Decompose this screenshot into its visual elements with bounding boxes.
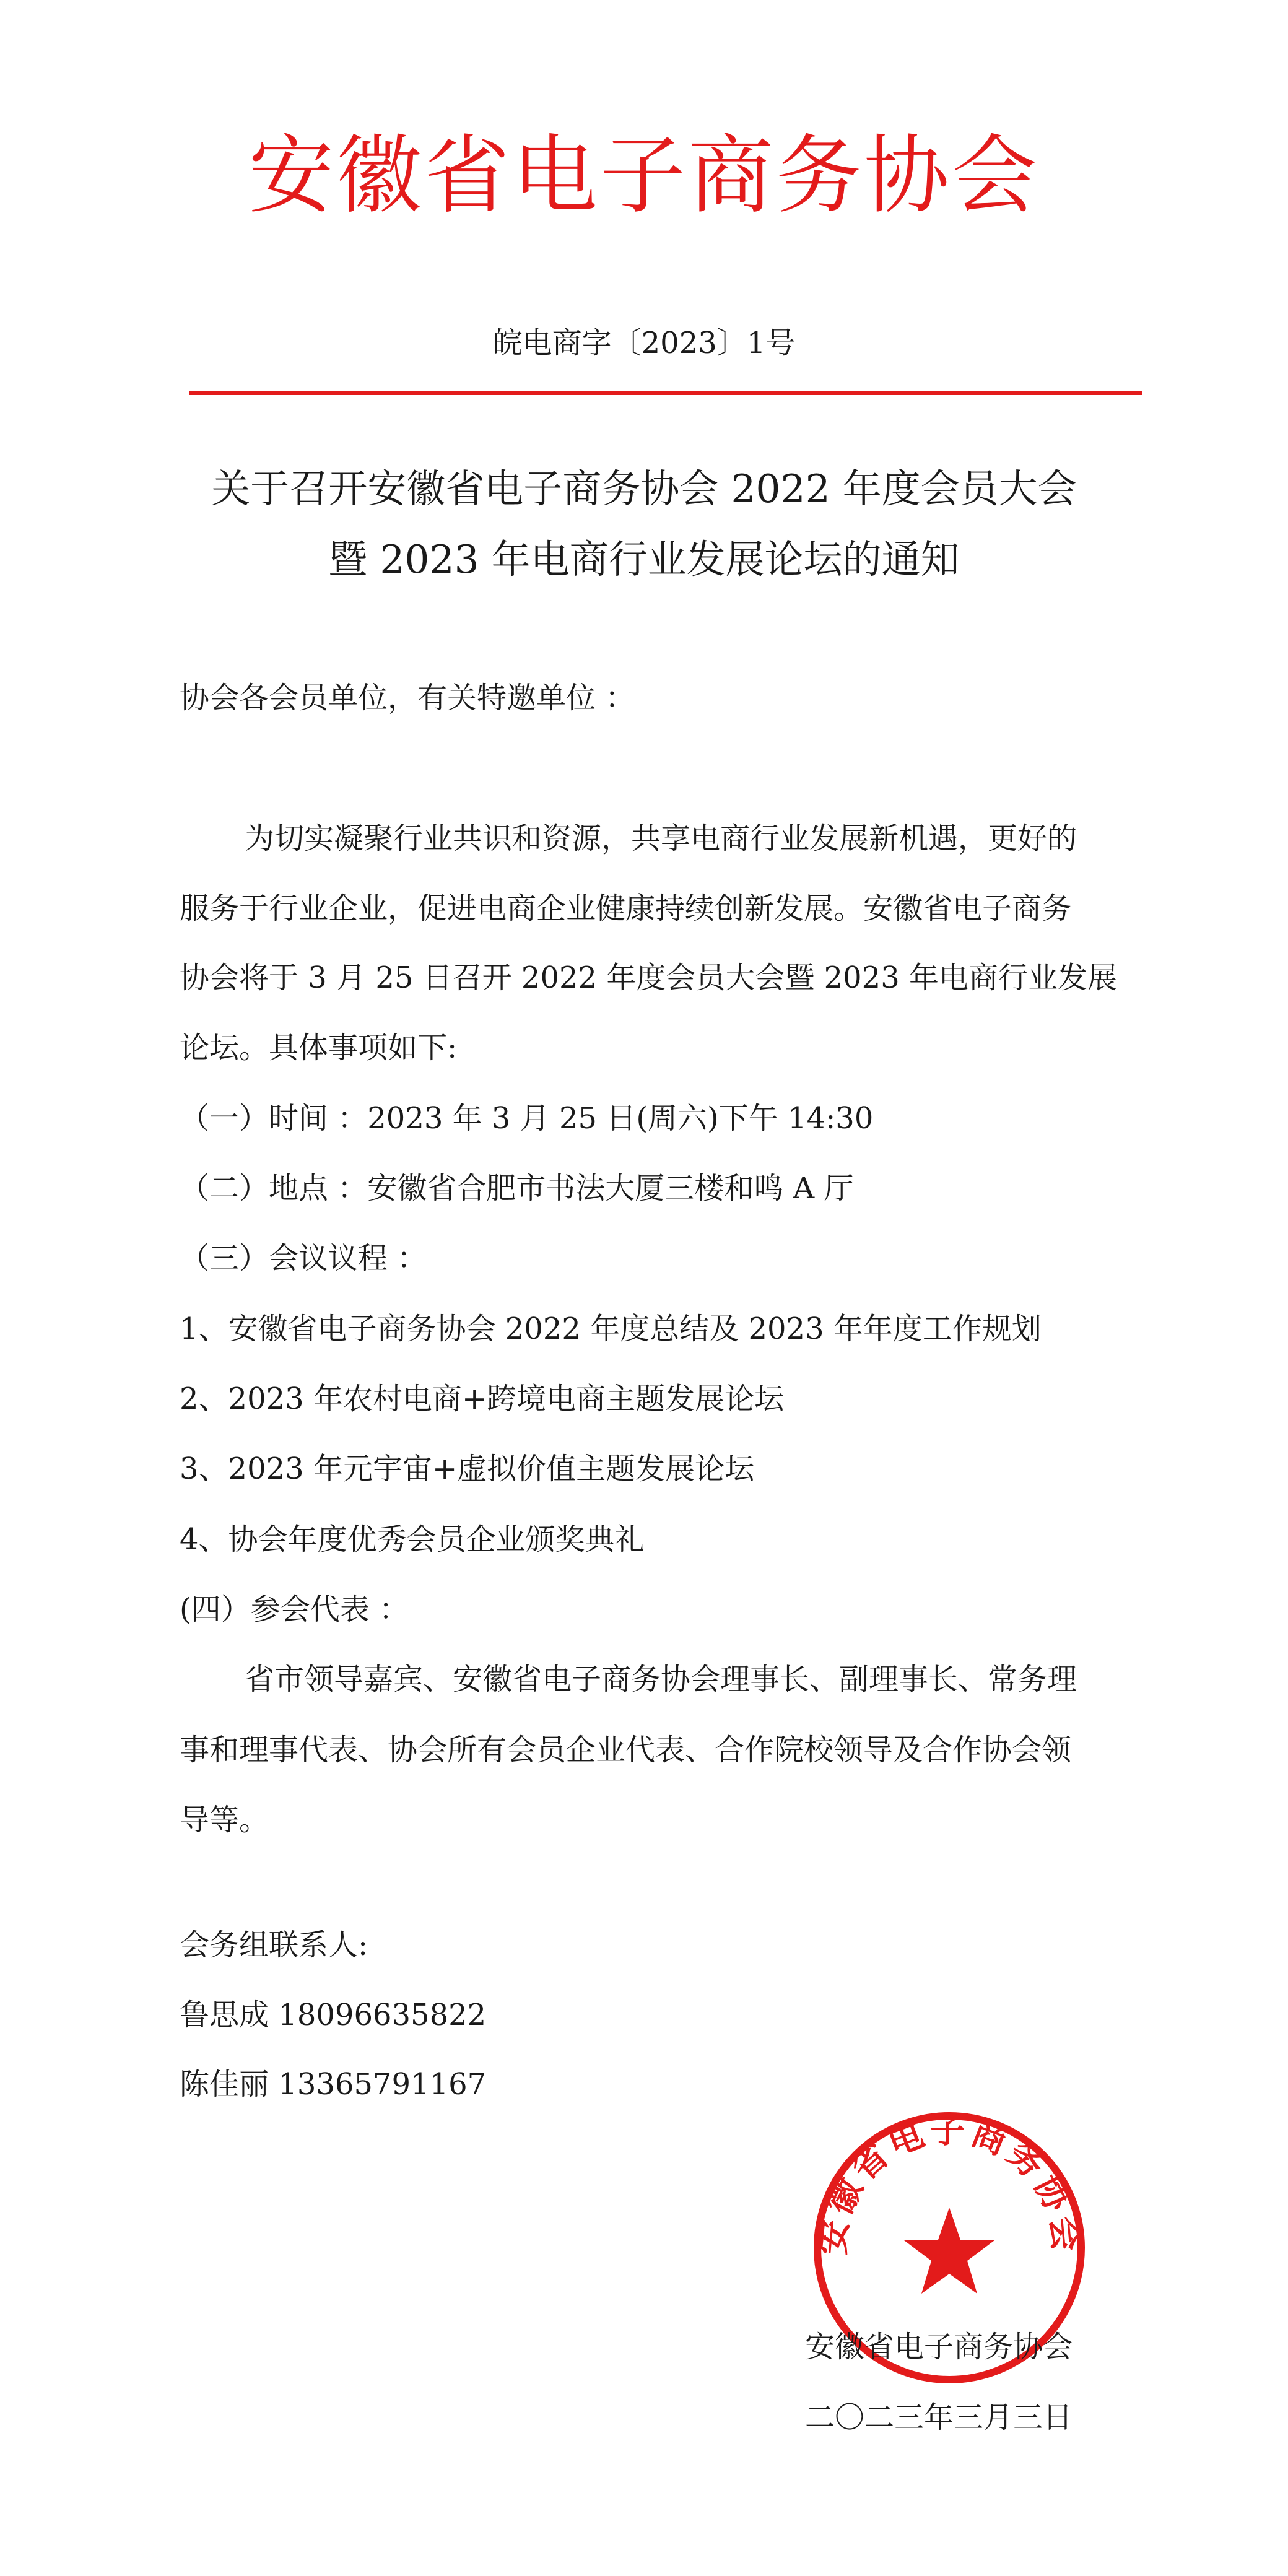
attendees-line-2: 事和理事代表、协会所有会员企业代表、合作院校领导及合作协会领: [180, 1733, 1072, 1767]
contacts-title: 会务组联系人:: [180, 1928, 368, 1962]
seal-text: 安徽省电子商务协会: [812, 2110, 1087, 2257]
contact-person-1: [180, 2000, 486, 2030]
organization-header: 安徽省电子商务协会: [248, 126, 1040, 225]
document-number: 皖电商字〔2023〕1号: [492, 326, 796, 360]
detail-time: （一）时间 ：2023 年 3 月 25 日(周六)下午 14:30: [180, 1101, 874, 1136]
contact-name: 陈佳丽: [180, 2067, 269, 2102]
agenda-item-2: 2、2023 年农村电商+跨境电商主题发展论坛: [180, 1382, 785, 1416]
intro-line-3: 协会将于 3 月 25 日召开 2022 年度会员大会暨 2023 年电商行业发展: [180, 960, 1117, 995]
intro-line-2: 服务于行业企业，促进电商企业健康持续创新发展。安徽省电子商务: [180, 891, 1072, 926]
intro-line-4: 论坛。具体事项如下:: [180, 1030, 458, 1065]
contact-name: 鲁思成: [180, 1998, 269, 2032]
contact-phone: 18096635822: [278, 1998, 487, 2032]
agenda-item-4: 4、协会年度优秀会员企业颁奖典礼: [180, 1522, 645, 1557]
agenda-title: （三）会议议程 ：: [180, 1241, 427, 1276]
signature-organization: 安徽省电子商务协会: [805, 2330, 1073, 2364]
signature-date: 二〇二三年三月三日: [805, 2400, 1073, 2435]
attendees-title: (四）参会代表 ：: [180, 1592, 409, 1627]
agenda-item-1: 1、安徽省电子商务协会 2022 年度总结及 2023 年年度工作规划: [180, 1312, 1042, 1346]
contact-person-2: [180, 2067, 487, 2102]
attendees-line-3: 导等。: [180, 1803, 269, 1837]
contact-phone: 13365791167: [278, 2067, 487, 2102]
salutation: 协会各会员单位，有关特邀单位 ：: [180, 681, 635, 715]
document-title-line-1: 关于召开安徽省电子商务协会 2022 年度会员大会: [211, 466, 1077, 511]
attendees-line-1: 省市领导嘉宾、安徽省电子商务协会理事长、副理事长、常务理: [245, 1662, 1077, 1697]
seal-star-icon: [904, 2208, 994, 2294]
header-divider: [189, 391, 1142, 395]
document-title-line-2: 暨 2023 年电商行业发展论坛的通知: [328, 537, 960, 582]
intro-line-1: 为切实凝聚行业共识和资源，共享电商行业发展新机遇，更好的: [245, 821, 1077, 856]
agenda-item-3: 3、2023 年元宇宙+虚拟价值主题发展论坛: [180, 1451, 755, 1486]
detail-location: （二）地点 ：安徽省合肥市书法大厦三楼和鸣 A 厅: [180, 1171, 854, 1206]
